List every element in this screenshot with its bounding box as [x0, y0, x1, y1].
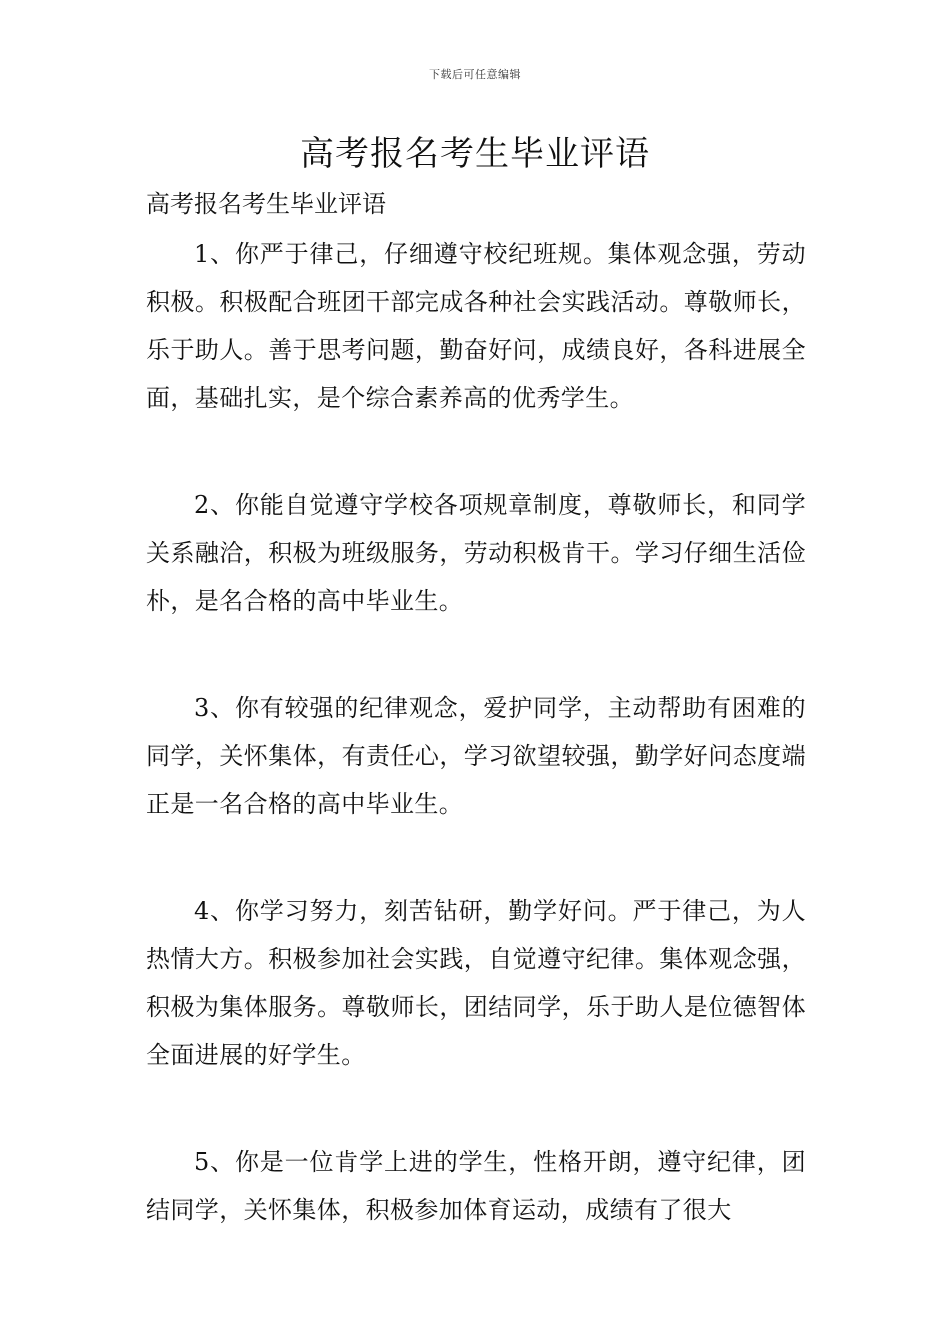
document-title: 高考报名考生毕业评语 — [300, 134, 650, 174]
document-body — [146, 230, 806, 1293]
paragraph: 1、你严于律己，仔细遵守校纪班规。集体观念强，劳动积极。积极配合班团干部完成各种社会实践活动。尊敬师长，乐于助人。善于思考问题，勤奋好问，成绩良好，各科进展全面，基础扎实，是个综合素养高的优秀学生。 — [146, 240, 806, 412]
paragraph: 3、你有较强的纪律观念，爱护同学，主动帮助有困难的同学，关怀集体，有责任心，学习欲望较强，勤学好问态度端正是一名合格的高中毕业生。 — [146, 694, 806, 818]
document-subtitle: 高考报名考生毕业评语 — [146, 190, 386, 218]
paragraph: 5、你是一位肯学上进的学生，性格开朗，遵守纪律，团结同学，关怀集体，积极参加体育运动，成绩有了很大 — [146, 1148, 806, 1224]
paragraph: 2、你能自觉遵守学校各项规章制度，尊敬师长，和同学关系融洽，积极为班级服务，劳动积极肯干。学习仔细生活俭朴，是名合格的高中毕业生。 — [146, 491, 806, 615]
header-note: 下载后可任意编辑 — [429, 68, 521, 81]
paragraph: 4、你学习努力，刻苦钻研，勤学好问。严于律己，为人热情大方。积极参加社会实践，自觉遵守纪律。集体观念强，积极为集体服务。尊敬师长，团结同学，乐于助人是位德智体全面进展的好学生。 — [146, 897, 806, 1069]
